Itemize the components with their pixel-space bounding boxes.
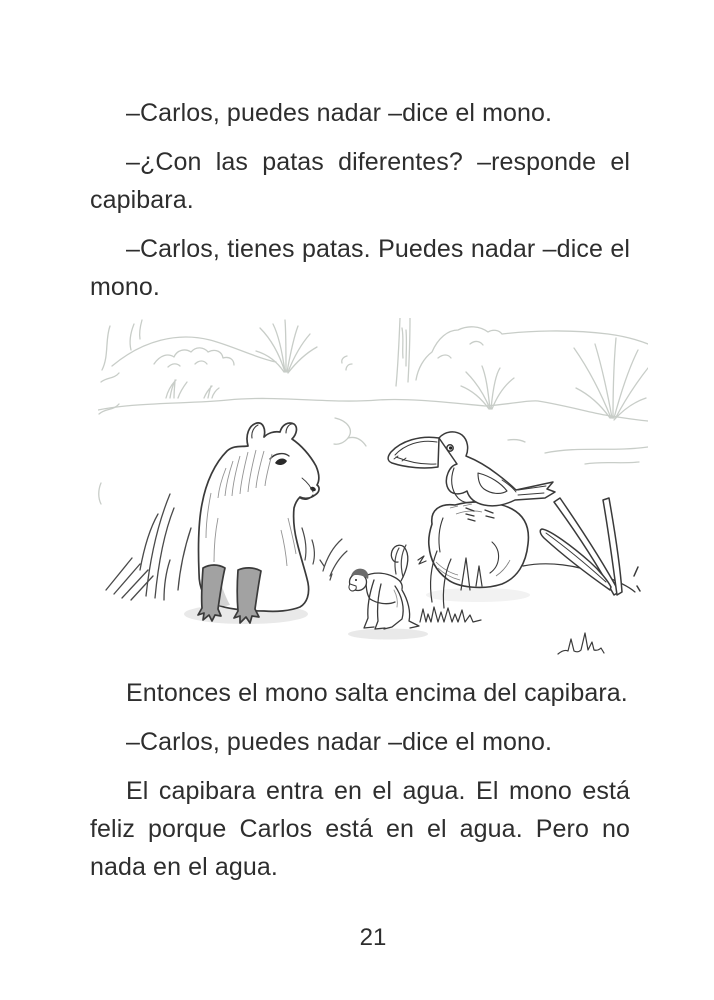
text-line: mono. <box>90 273 160 301</box>
text-line: El capibara entra en el agua. El mono está <box>126 777 630 805</box>
text-line: –Carlos, puedes nadar –dice el mono. <box>126 99 553 127</box>
background-sketch <box>98 318 648 504</box>
capybara <box>198 423 319 623</box>
paragraph <box>90 143 630 219</box>
paragraph <box>90 674 630 712</box>
text-line: Entonces el mono salta encima del capibara. <box>126 679 628 707</box>
text-block-top <box>90 94 630 317</box>
grass-left <box>106 494 191 600</box>
monkey <box>349 545 419 629</box>
text-block-bottom <box>90 674 630 897</box>
paragraph <box>90 94 630 132</box>
text-line: feliz porque Carlos está en el agua. Pero no <box>90 815 630 843</box>
text-line: –Carlos, tienes patas. Puedes nadar –dice el <box>126 235 630 263</box>
text-line: capibara. <box>90 186 194 214</box>
paragraph <box>90 230 630 306</box>
text-line: nada en el agua. <box>90 853 278 881</box>
text-line: –Carlos, puedes nadar –dice el mono. <box>126 728 553 756</box>
paragraph <box>90 772 630 886</box>
illustration <box>98 318 648 663</box>
text-line: –¿Con las patas diferentes? –responde el <box>126 148 630 176</box>
paragraph <box>90 723 630 761</box>
plant-right <box>540 498 640 595</box>
page-number: 21 <box>359 924 387 951</box>
